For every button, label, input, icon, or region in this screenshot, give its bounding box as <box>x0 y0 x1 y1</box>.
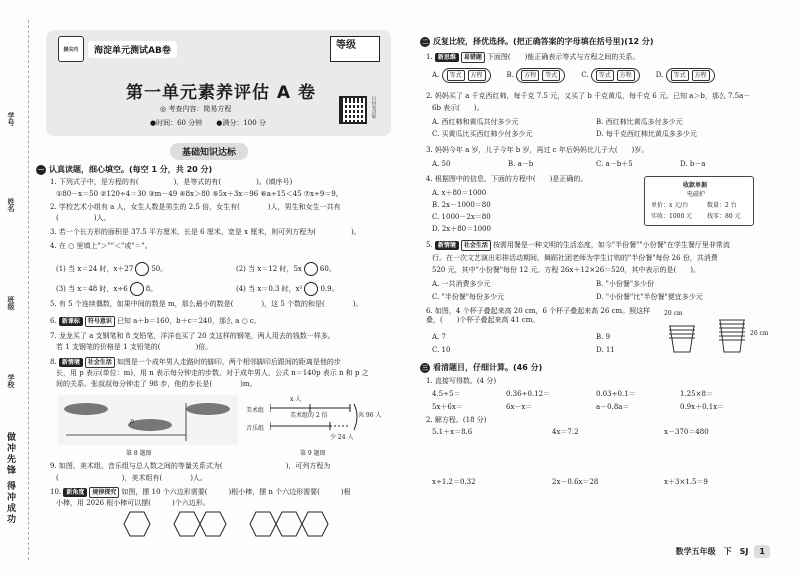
r-q2-option-a[interactable]: A. 西红柿和黄瓜共付多少元 <box>432 118 519 126</box>
fig9-total: 共 96 人 <box>358 412 382 419</box>
margin-label-name: 姓名 <box>7 198 15 212</box>
answer-circle[interactable] <box>304 262 318 276</box>
q8-subtag: 社会生活 <box>85 357 115 368</box>
q9-line-1: 9. 如图，美术组、音乐组与总人数之间的等量关系式为( )，可列方程为 <box>50 462 331 470</box>
calc-1-item[interactable]: 5x＋6x＝ <box>432 403 463 411</box>
section-1-title: 认真读题，细心填空。(每空 1 分，共 20 分) <box>49 165 213 174</box>
answer-circle[interactable] <box>304 282 318 296</box>
r-q1-option-d[interactable]: D. 等式 方程 <box>656 68 715 83</box>
q9-line-2: ( )，美术组有( )人。 <box>56 474 207 482</box>
hexagon-figure <box>116 508 336 540</box>
calc-2-heading: 2. 解方程。(18 分) <box>426 416 487 424</box>
q8-line-3: 间的关系。张叔叔每分钟走了 98 步，他的步长是( )m。 <box>56 380 257 388</box>
footer-label: 数学五年级 下 SJ <box>675 547 749 556</box>
r-q3-option-b[interactable]: B. a－b <box>508 160 534 168</box>
fig8-caption: 第 8 题图 <box>126 450 152 457</box>
margin-label-school: 学校 <box>7 374 15 388</box>
margin-label-student-id: 学号 <box>7 112 15 126</box>
grade-label: 等级 <box>336 40 356 51</box>
equation-item[interactable]: 5.1＋x＝8.6 <box>432 428 473 436</box>
r-q5-line-2: 行。在一次文艺演出彩排活动期间，舞蹈社团老师为学生订购的"半份餐"每份 26 份，共消费 <box>432 254 718 262</box>
r-q6-option-d[interactable]: D. 11 <box>596 346 615 354</box>
hexagon-3b <box>276 512 302 536</box>
total-brace <box>354 404 357 430</box>
r-q3-option-a[interactable]: A. 50 <box>432 160 451 168</box>
page-title: 第一单元素养评估 A 卷 <box>126 83 316 103</box>
brand-logo: 提尖巧 <box>58 36 84 62</box>
r-q5-option-b[interactable]: B. "小份餐"多少份 <box>596 280 655 288</box>
r-q5-line-3: 520 元，其中"小份餐"每份 12 元。方程 26x＋12×26＝520，其中表示的是( )。 <box>432 266 700 274</box>
q1-line-2: ①80－x＝50 ②120÷4＝30 ③m－49 ④8x＞80 ⑤5x＋3x＝96 ⑥a÷15＜45 ⑦x÷9＝9。 <box>56 190 343 198</box>
q3: 3. 若一个长方形的面积是 37.5 平方厘米，长是 6 厘米，宽是 x 厘米，则可列方程为( )。 <box>50 228 361 236</box>
r-q1-option-a[interactable]: A. 等式 方程 <box>432 68 491 83</box>
cup-stack-6 <box>719 320 745 352</box>
section-3-heading <box>420 362 542 373</box>
cut-line <box>28 20 29 560</box>
equation-item[interactable]: x÷1.2＝0.32 <box>432 478 476 486</box>
exam-time: ●时间：60 分钟 <box>150 119 203 127</box>
q6: 6. 新课标 符号意识 已知 a＋b＝160，b＋c＝240，那么 a ○ c。 <box>50 317 261 325</box>
r-q2-option-b[interactable]: B. 西红柿比黄瓜多付多少元 <box>596 118 683 126</box>
equation-item[interactable]: x＋3×1.5＝9 <box>664 478 708 486</box>
cup-height-2: 26 cm <box>750 330 769 337</box>
answer-circle[interactable] <box>130 282 144 296</box>
r-q4: 4. 根据图中的信息，下面的方程中( )是正确的。 <box>426 175 588 183</box>
r-q5-tag: 新情境 <box>435 241 459 250</box>
footprint-2 <box>128 419 172 431</box>
equation-item[interactable]: 2x－0.6x＝28 <box>552 478 599 486</box>
binding-margin <box>0 0 26 578</box>
section-2-number: 二 <box>420 37 430 47</box>
r-q3-option-c[interactable]: C. a－b＋5 <box>596 160 633 168</box>
calc-1-item[interactable]: 0.36÷0.12＝ <box>506 390 551 398</box>
fig9-caption: 第 9 题图 <box>300 450 326 457</box>
r-q4-option-c[interactable]: C. 1000－2x＝80 <box>432 213 491 221</box>
calc-1-item[interactable]: 0.9x＋0.1x＝ <box>680 403 725 411</box>
r-q2-option-c[interactable]: C. 买黄瓜比买西红柿少付多少元 <box>432 130 533 138</box>
calc-1-item[interactable]: a－0.8a＝ <box>596 403 630 411</box>
hexagon-1 <box>124 512 150 536</box>
q4: 4. 在 ○ 里填上"＞""＜"或"＝"。 <box>50 242 152 250</box>
calc-1-heading: 1. 直接写得数。(4 分) <box>426 377 497 385</box>
fig9-times: 美术组的 2 倍 <box>290 412 328 419</box>
equation-item[interactable]: x－370＝480 <box>664 428 709 436</box>
calc-1-item[interactable]: 1.25×8＝ <box>680 390 713 398</box>
footprint-figure <box>58 395 238 445</box>
section-1-number: 一 <box>36 165 46 175</box>
section-3-number: 三 <box>420 363 430 373</box>
margin-slogan: 做冲先锋 得冲成功 <box>5 432 15 526</box>
q2-line-2: ( )人。 <box>56 214 111 222</box>
equation-item[interactable]: 4x＝7.2 <box>552 428 579 436</box>
fig8-p-label: p <box>130 418 134 425</box>
q7-line-1: 7. 龙龙买了 a 支钢笔和 8 支铅笔，洋洋也买了 20 支这样的钢笔，两人用去的钱数一样多。 <box>50 332 335 340</box>
segment-diagram <box>270 394 380 444</box>
q4-item-a: (1) 当 x＝24 时，x＋27 50。 <box>56 262 167 276</box>
q8-tag: 新情境 <box>59 358 83 367</box>
r-q5-option-d[interactable]: D. "小份餐"比"半份餐"便宜多少元 <box>596 293 703 301</box>
answer-circle[interactable] <box>135 262 149 276</box>
q1-line-1: 1. 下列式子中，是方程的有( )，是等式的有( )。(填序号) <box>50 178 293 186</box>
q4-item-d: (4) 当 x＝0.3 时，x² 0.9。 <box>236 282 339 296</box>
q7-line-2: 若 1 支钢笔的价格是 1 支铅笔的( )倍。 <box>56 343 213 351</box>
r-q6-option-a[interactable]: A. 7 <box>432 333 446 341</box>
r-q5-option-a[interactable]: A. 一共消费多少元 <box>432 280 491 288</box>
q6-tag: 新课标 <box>59 317 83 326</box>
calc-1-item[interactable]: 6x－x＝ <box>506 403 533 411</box>
r-q5-line-1: 5. 新情境 社会生活 按需用餐是一种文明的生活态度，如今"半份餐""小份餐"在学生餐厅里非常流 <box>426 241 730 249</box>
receipt-title: 收款单据 <box>683 182 708 189</box>
r-q6-option-b[interactable]: B. 9 <box>596 333 611 341</box>
q5: 5. 有 5 个连续偶数，如果中间的数是 m，那么最小的数是( )，这 5 个数的和是( )。 <box>50 300 363 308</box>
footprint-1 <box>64 403 108 415</box>
section-2-title: 反复比较，择优选择。(把正确答案的字母填在括号里)(12 分) <box>433 37 654 46</box>
hexagon-2b <box>200 512 226 536</box>
q8-line-1: 8. 新情境 社会生活 如图是一个成年男人走路时的脚印，两个相邻脚印后跟间的距离是他的步 <box>50 358 341 366</box>
page-footer <box>676 545 770 558</box>
hexagon-3c <box>302 512 328 536</box>
q4-item-b: (2) 当 x＝12 时，5x 60。 <box>236 262 336 276</box>
fig9-art-label: 美术组 <box>246 407 265 414</box>
brand <box>58 36 177 62</box>
receipt-paid: 实收：1000 元 <box>651 213 693 220</box>
hexagon-2a <box>174 512 200 536</box>
hexagon-3a <box>250 512 276 536</box>
fig9-less: 少 24 人 <box>330 434 354 441</box>
calc-1-item[interactable]: 4.5÷5＝ <box>432 390 461 398</box>
receipt-figure <box>644 176 754 226</box>
q6-subtag: 符号意识 <box>85 316 115 327</box>
section-2-heading <box>420 36 654 47</box>
r-q3: 3. 妈妈今年 a 岁，儿子今年 b 岁，再过 c 年后妈妈比儿子大( )岁。 <box>426 146 649 154</box>
q8-line-2: 长，用 p 表示(单位：m)，用 n 表示每分钟走的步数。对于成年男人，公式 n＝140p 表示 n 和 p 之 <box>56 369 369 377</box>
receipt-item: 电磁炉 <box>687 191 706 198</box>
receipt-qty: 数量：2 台 <box>707 202 737 209</box>
page-number: 1 <box>754 545 770 558</box>
brand-name: 海淀单元测试AB卷 <box>88 41 177 58</box>
r-q1-subtag: 易错题 <box>461 52 485 63</box>
r-q2-line-2: 6b 表示( )。 <box>432 104 484 112</box>
r-q1-option-b[interactable]: B. 方程 等式 <box>507 68 566 83</box>
q10-line-2: 小棒，用 2026 根小棒可以摆( )个六边形。 <box>56 499 210 507</box>
q4-item-c: (3) 当 x＝48 时，x÷6 8。 <box>56 282 157 296</box>
section-1-heading <box>36 164 212 175</box>
r-q4-option-a[interactable]: A. x＋80＝1000 <box>432 189 487 197</box>
part-banner: 基础知识达标 <box>170 143 248 160</box>
r-q5-option-c[interactable]: C. "半份餐"每份多少元 <box>432 293 504 301</box>
q10-subtag: 规律探究 <box>89 487 119 498</box>
q2-line-1: 2. 学校艺术小组有 a 人，女生人数是男生的 2.5 倍，女生有( )人，男生和女生一共有 <box>50 203 341 211</box>
r-q4-option-d[interactable]: D. 2x＋80＝1000 <box>432 225 491 233</box>
footprint-3 <box>186 403 230 415</box>
q10-line-1: 10. 新角度 规律探究 如图，摆 10 个六边形需要( )根小棒，摆 n 个六边形需要( )根 <box>50 488 351 496</box>
exam-score: ●满分：100 分 <box>216 119 266 127</box>
calc-1-item[interactable]: 0.03÷0.1＝ <box>596 390 636 398</box>
cups-figure <box>664 318 774 358</box>
cup-stack-4 <box>669 326 695 352</box>
fig9-x: x 人 <box>290 396 302 403</box>
r-q2-line-1: 2. 妈妈买了 a 千克西红柿，每千克 7.5 元，又买了 b 千克黄瓜，每千克 6 元。已知 a＞b，那么 7.5a－ <box>426 92 751 100</box>
section-3-title: 看清题目，仔细计算。(46 分) <box>433 363 543 372</box>
r-q5-subtag: 社会生活 <box>461 240 491 251</box>
cup-height-1: 20 cm <box>664 310 683 317</box>
r-q1-option-c[interactable]: C. 等式 方程 <box>581 68 640 83</box>
r-q1-options <box>432 68 715 83</box>
exam-scope: ◎ 考查内容：简易方程 <box>160 105 232 113</box>
r-q6-option-c[interactable]: C. 10 <box>432 346 451 354</box>
receipt-price: 单价：x 元/台 <box>651 202 689 209</box>
r-q4-option-b[interactable]: B. 2x－1000＝80 <box>432 201 491 209</box>
exam-meta <box>150 118 266 128</box>
r-q6: 6. 如图，4 个杯子叠起来高 20 cm，6 个杯子叠起来高 26 cm。照这样叠，( )个杯子叠起来高 41 cm。 <box>426 307 651 324</box>
receipt-change: 找零：80 元 <box>707 213 741 220</box>
r-q3-option-d[interactable]: D. b－a <box>680 160 706 168</box>
fig9-music-label: 音乐组 <box>246 425 265 432</box>
qr-pattern <box>343 100 363 120</box>
r-q2-option-d[interactable]: D. 每千克西红柿比黄瓜多多少元 <box>596 130 697 138</box>
qr-caption: 扫码看讲解 <box>371 96 376 119</box>
r-q1: 1. 新思维 易错题 下面图( )能正确表示等式与方程之间的关系。 <box>426 53 640 61</box>
margin-label-class: 班级 <box>7 296 15 310</box>
r-q1-tag: 新思维 <box>435 53 459 62</box>
q10-tag: 新角度 <box>63 488 87 497</box>
